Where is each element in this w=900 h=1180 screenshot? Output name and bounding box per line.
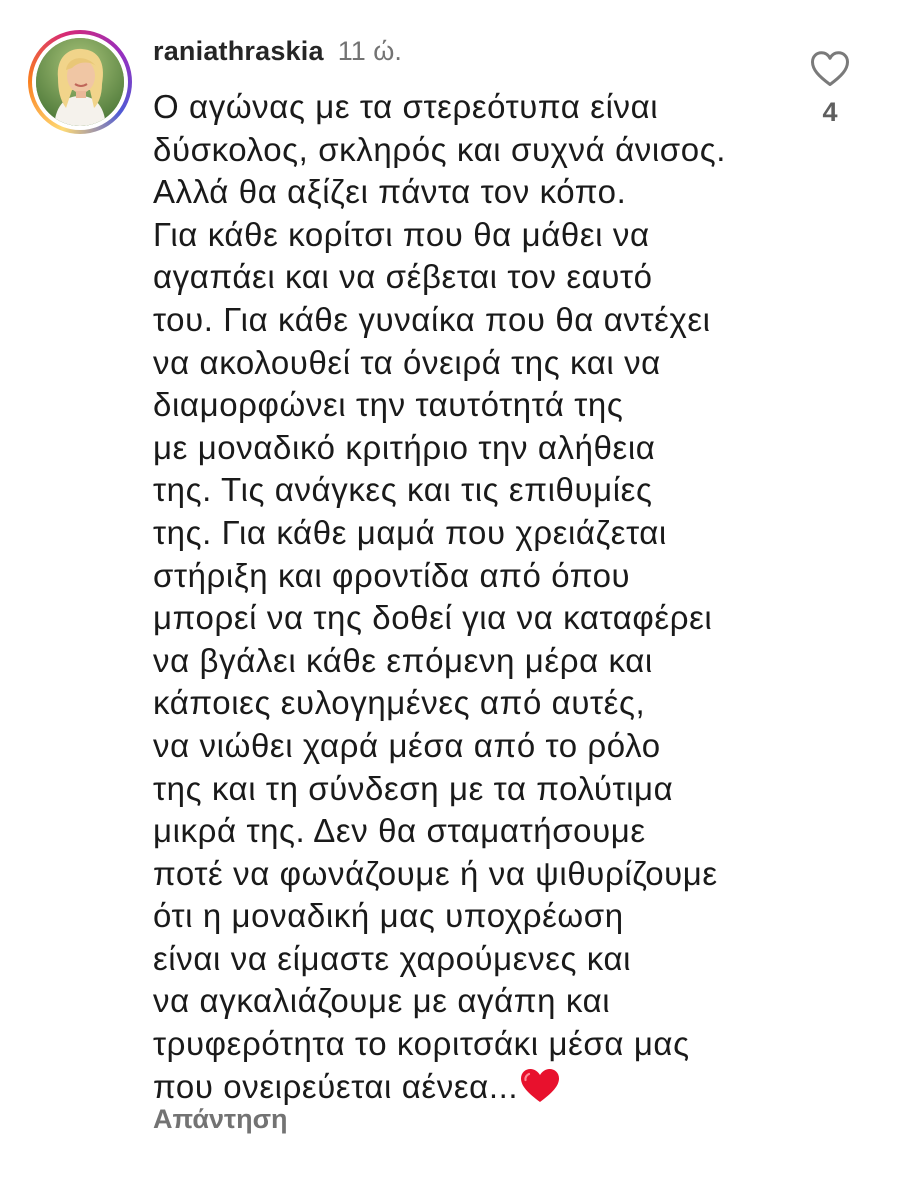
comment-line: να νιώθει χαρά μέσα από το ρόλο [153, 726, 661, 764]
comment-line: μπορεί να της δοθεί για να καταφέρει [153, 599, 713, 637]
username[interactable]: raniathraskia [153, 36, 324, 66]
comment-line: να ακολουθεί τα όνειρά της και να [153, 343, 661, 381]
comment-line: αγαπάει και να σέβεται τον εαυτό [153, 258, 653, 296]
comment-line: της. Τις ανάγκες και τις επιθυμίες [153, 471, 653, 509]
comment-line: της. Για κάθε μαμά που χρειάζεται [153, 513, 667, 551]
heart-outline-icon[interactable] [810, 50, 850, 88]
comment-line: να αγκαλιάζουμε με αγάπη και [153, 982, 611, 1020]
comment-line: Αλλά θα αξίζει πάντα τον κόπο. [153, 173, 627, 211]
comment-line: τρυφερότητα το κοριτσάκι μέσα μας [153, 1025, 690, 1063]
comment-line: ποτέ να φωνάζουμε ή να ψιθυρίζουμε [153, 854, 718, 892]
comment-line: Ο αγώνας με τα στερεότυπα είναι [153, 88, 659, 125]
like-count: 4 [822, 97, 838, 127]
timestamp: 11 ώ. [337, 36, 402, 66]
comment-line: μικρά της. Δεν θα σταματήσουμε [153, 812, 646, 850]
comment-text [153, 86, 833, 1114]
comment-line: που ονειρεύεται αένεα... [153, 1067, 519, 1105]
comment-line: κάποιες ευλογημένες από αυτές, [153, 684, 646, 722]
comment-line: δύσκολος, σκληρός και συχνά άνισος. [153, 130, 726, 168]
avatar-story-ring[interactable] [28, 30, 132, 134]
avatar-photo [36, 38, 124, 126]
red-heart-icon [520, 1068, 560, 1115]
comment-line: να βγάλει κάθε επόμενη μέρα και [153, 641, 653, 679]
comment-line: στήριξη και φροντίδα από όπου [153, 556, 631, 594]
comment-line: είναι να είμαστε χαρούμενες και [153, 939, 632, 977]
comment-header [153, 36, 402, 76]
comment-line: διαμορφώνει την ταυτότητά της [153, 386, 624, 424]
comment-line: της και τη σύνδεση με τα πολύτιμα [153, 769, 674, 807]
comment-line: ότι η μοναδική μας υποχρέωση [153, 897, 624, 935]
comment-line: του. Για κάθε γυναίκα που θα αντέχει [153, 300, 711, 338]
avatar[interactable] [36, 38, 124, 126]
comment-line: με μοναδικό κριτήριο την αλήθεια [153, 428, 656, 466]
reply-button[interactable]: Απάντηση [153, 1104, 288, 1134]
comment-line: Για κάθε κορίτσι που θα μάθει να [153, 215, 650, 253]
